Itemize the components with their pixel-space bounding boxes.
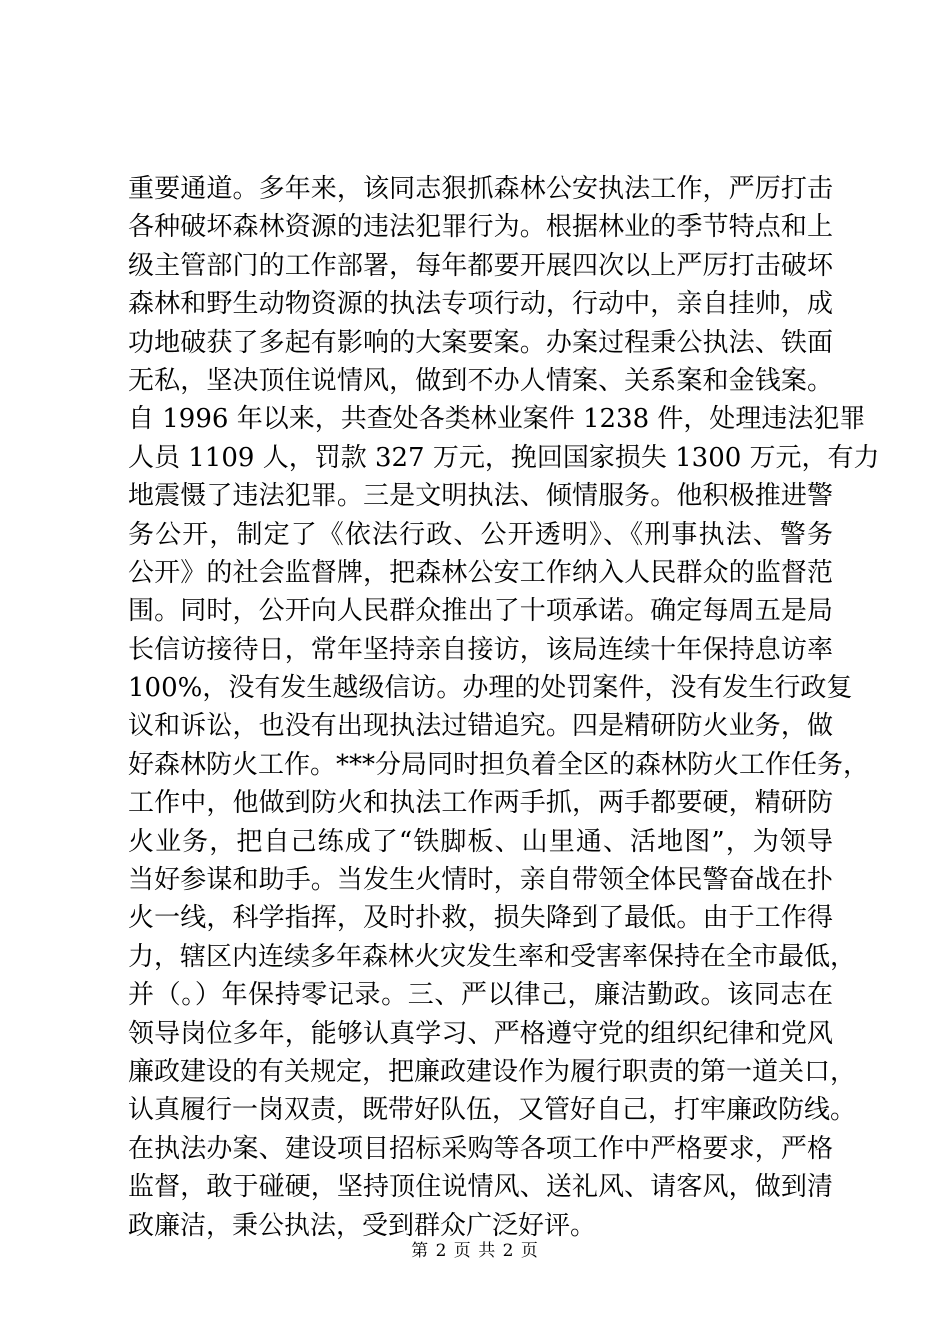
text-line: 廉政建设的有关规定，把廉政建设作为履行职责的第一道关口， [128, 1056, 857, 1087]
text-line: 火业务，把自己练成了“铁脚板、山里通、活地图”，为领导 [128, 826, 833, 857]
text-line: 长信访接待日，常年坚持亲自接访，该局连续十年保持息访率 [128, 634, 833, 665]
text-line: 公开》的社会监督牌，把森林公安工作纳入人民群众的监督范 [128, 557, 833, 588]
text-line: 各种破坏森林资源的违法犯罪行为。根据林业的季节特点和上 [128, 212, 833, 243]
text-line: 监督，敢于碰硬，坚持顶住说情风、送礼风、请客风，做到清 [128, 1172, 833, 1203]
text-line: 当好参谋和助手。当发生火情时，亲自带领全体民警奋战在扑 [128, 865, 833, 896]
text-line: 力，辖区内连续多年森林火灾发生率和受害率保持在全市最低， [128, 941, 857, 972]
text-line: 在执法办案、建设项目招标采购等各项工作中严格要求，严格 [128, 1133, 833, 1164]
text-line: 认真履行一岗双责，既带好队伍，又管好自己，打牢廉政防线。 [128, 1095, 857, 1126]
text-line: 好森林防火工作。***分局同时担负着全区的森林防火工作任务， [128, 749, 870, 780]
text-line: 务公开，制定了《依法行政、公开透明》、《刑事执法、警务 [128, 519, 833, 550]
text-line: 100%，没有发生越级信访。办理的处罚案件，没有发生行政复 [128, 673, 853, 704]
text-line: 人员 1109 人，罚款 327 万元，挽回国家损失 1300 万元，有力 [128, 442, 880, 473]
text-line: 自 1996 年以来，共查处各类林业案件 1238 件，处理违法犯罪 [128, 404, 866, 435]
text-line: 功地破获了多起有影响的大案要案。办案过程秉公执法、铁面 [128, 327, 833, 358]
page-footer: 第 2 页 共 2 页 [411, 1241, 539, 1261]
text-line: 地震慑了违法犯罪。三是文明执法、倾情服务。他积极推进警 [128, 481, 833, 512]
text-line: 工作中，他做到防火和执法工作两手抓，两手都要硬，精研防 [128, 788, 833, 819]
text-line: 领导岗位多年，能够认真学习、严格遵守党的组织纪律和党风 [128, 1018, 833, 1049]
text-line: 并（。）年保持零记录。三、严以律己，廉洁勤政。该同志在 [128, 980, 833, 1011]
text-line: 重要通道。多年来，该同志狠抓森林公安执法工作，严厉打击 [128, 174, 833, 204]
text-line: 议和诉讼，也没有出现执法过错追究。四是精研防火业务，做 [128, 711, 833, 742]
text-line: 政廉洁，秉公执法，受到群众广泛好评。 [128, 1210, 597, 1241]
text-line: 无私，坚决顶住说情风，做到不办人情案、关系案和金钱案。 [128, 365, 833, 396]
text-line: 火一线，科学指挥，及时扑救，损失降到了最低。由于工作得 [128, 903, 833, 934]
text-line: 级主管部门的工作部署，每年都要开展四次以上严厉打击破坏 [128, 250, 833, 281]
text-line: 森林和野生动物资源的执法专项行动，行动中，亲自挂帅，成 [128, 289, 833, 320]
text-line: 围。同时，公开向人民群众推出了十项承诺。确定每周五是局 [128, 596, 833, 627]
body-paragraph [128, 170, 880, 1245]
